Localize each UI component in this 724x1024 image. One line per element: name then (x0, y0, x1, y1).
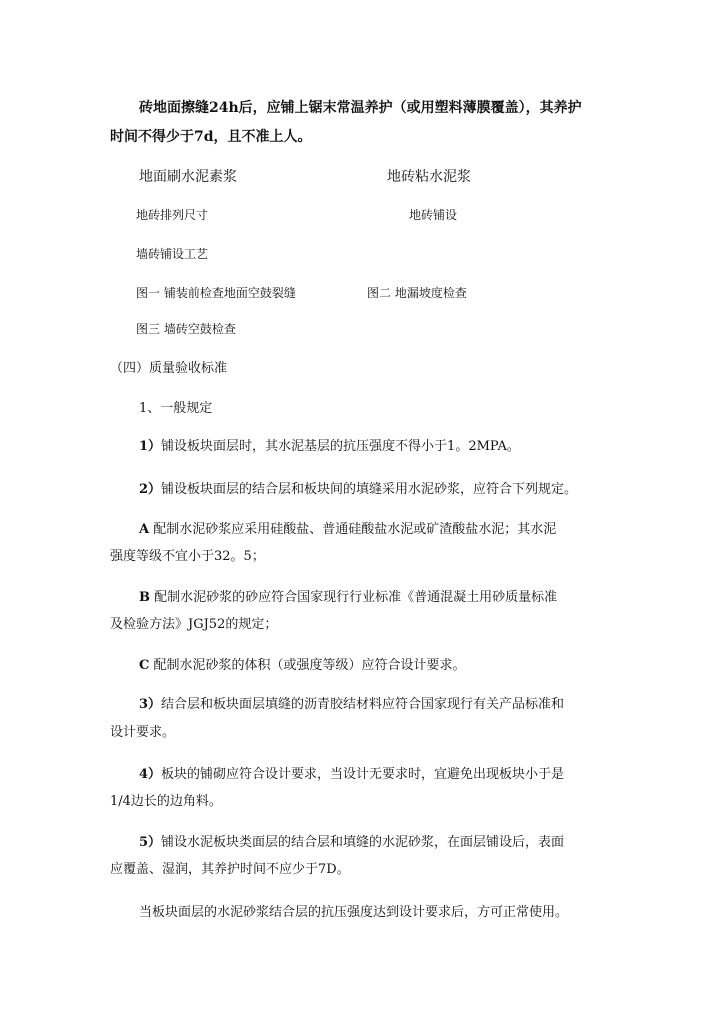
item-5-number: 5） (139, 835, 162, 850)
item-a-line-2: 强度等级不宜小于32。5； (110, 549, 265, 564)
item-c-text: 配制水泥砂浆的体积（或强度等级）应符合设计要求。 (149, 658, 466, 673)
item-a-line-1 (139, 523, 556, 536)
item-4-line-1 (139, 768, 564, 781)
item-3-line-1 (139, 698, 564, 711)
item-5-text-1: 铺设水泥板块类面层的结合层和填缝的水泥砂浆，在面层铺设后，表面 (161, 835, 565, 850)
figure-caption-2: 图二 地漏坡度检查 (367, 286, 467, 300)
figure-label-wall-tile-process: 墙砖铺设工艺 (136, 247, 209, 261)
figure-label-tile-layout: 地砖排列尺寸 (136, 208, 209, 222)
item-3-line-2: 设计要求。 (110, 725, 176, 740)
intro-line-1: 砖地面擦缝24h后，应铺上锯末常温养护（或用塑料薄膜覆盖），其养护 (139, 100, 582, 116)
item-5-line-2: 应覆盖、湿润，其养护时间不应少于7D。 (110, 862, 350, 877)
closing-line: 当板块面层的水泥砂浆结合层的抗压强度达到设计要求后，方可正常使用。 (139, 905, 569, 920)
item-2 (139, 483, 577, 496)
figure-label-tile-cement: 地砖粘水泥浆 (387, 169, 471, 185)
item-c (139, 659, 466, 672)
item-1-number: 1） (139, 439, 162, 454)
item-a-letter: A (139, 522, 150, 537)
item-b-line-1 (139, 591, 557, 604)
item-1 (139, 440, 520, 453)
item-2-number: 2） (139, 482, 162, 497)
item-c-letter: C (139, 658, 150, 673)
figure-caption-1: 图一 铺装前检查地面空鼓裂缝 (136, 286, 296, 300)
item-3-number: 3） (139, 697, 162, 712)
item-4-text-1: 板块的铺砌应符合设计要求，当设计无要求时，宜避免出现板块小于是 (161, 767, 565, 782)
item-b-text-1: 配制水泥砂浆的砂应符合国家现行行业标准《普通混凝土用砂质量标准 (150, 590, 558, 605)
item-5-line-1 (139, 836, 564, 849)
item-4-line-2: 1/4边长的边角料。 (110, 794, 222, 809)
item-4-number: 4） (139, 767, 162, 782)
section-title: （四）质量验收标准 (110, 361, 228, 376)
intro-line-2: 时间不得少于7d，且不准上人。 (110, 129, 312, 145)
item-1-text: 铺设板块面层时，其水泥基层的抗压强度不得小于1。2MPA。 (161, 439, 520, 454)
item-a-text-1: 配制水泥砂浆应采用硅酸盐、普通硅酸盐水泥或矿渣酸盐水泥；其水泥 (149, 522, 557, 537)
item-b-letter: B (139, 590, 150, 605)
item-3-text-1: 结合层和板块面层填缝的沥青胶结材料应符合国家现行有关产品标准和 (161, 697, 565, 712)
item-b-line-2: 及检验方法》JGJ52的规定； (110, 617, 278, 632)
figure-label-tile-laying: 地砖铺设 (409, 208, 458, 222)
subsection-title: 1、一般规定 (139, 401, 213, 416)
item-2-text: 铺设板块面层的结合层和板块间的填缝采用水泥砂浆，应符合下列规定。 (161, 482, 578, 497)
figure-caption-3: 图三 墙砖空鼓检查 (136, 322, 236, 336)
figure-label-floor-cement: 地面刷水泥素浆 (139, 169, 237, 185)
